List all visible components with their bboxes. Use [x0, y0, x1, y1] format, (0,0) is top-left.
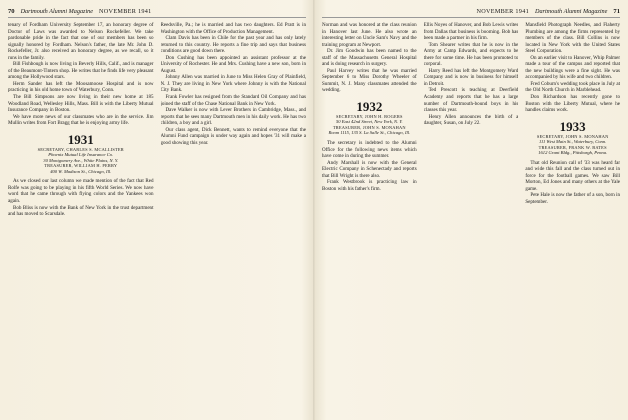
left-column-1 — [8, 22, 154, 412]
left-column-2 — [161, 22, 307, 412]
paragraph: Ellis Noyes of Hanover, and Bob Lewis writes from Dallas that business is booming. Bob has been made a partner in his firm. — [423, 22, 519, 42]
class-address: Phoenix Mutual Life Insurance Co. — [48, 152, 114, 158]
class-year: 1933 — [559, 118, 586, 134]
paragraph: Henry Allen announces the birth of a daughter, Susan, on July 22. — [423, 113, 519, 127]
paragraph: Paul Harvey writes that he was married September 6 to Miss Dorothy Wheeler of Summit, N. J. Many classmates attended the wedding. — [322, 67, 417, 94]
paragraph: Reedsville, Pa.; he is married and has two daughters. Ed Pratt is in Washington with the Office of Production Management. — [160, 22, 306, 35]
paragraph: Harry Reed has left the Montgomery Ward Company and is now in business for himself in Detroit. — [423, 67, 519, 87]
class-treasurer: TREASURER, JOHN S. MONAHAN — [332, 125, 406, 131]
paragraph: Bob Bliss is now with the Bank of New York in the trust department and has moved to Scarsdale. — [8, 204, 154, 218]
paragraph: Frank Fowler has resigned from the Standard Oil Company and has joined the staff of the Chase National Bank in New York. — [160, 94, 306, 107]
class-address: 50 East 42nd Street, New York, N. Y. — [335, 119, 403, 125]
publication-title: Dartmouth Alumni Magazine — [20, 8, 94, 15]
right-page — [322, 6, 620, 416]
paragraph: Dr. Jim Goodwin has been named to the staff of the Massachusetts General Hospital and is doing research in surgery. — [322, 48, 417, 68]
paragraph: Dave Walker is now with Lever Brothers in Cambridge, Mass., and reports that he sees many Dartmouth men in his daily work. He has two children, a boy and a girl. — [160, 107, 306, 127]
page-number: 71 — [613, 8, 620, 15]
paragraph: The secretary is indebted to the Alumni Office for the following news items which have come in during the summer. — [322, 140, 417, 160]
class-heading-1932 — [322, 100, 417, 136]
class-address: Room 1115, 135 S. La Salle St., Chicago, Ill. — [328, 130, 411, 136]
paragraph: Johnny Allen was married in June to Miss Helen Gray of Plainfield, N. J. They are living in New York where Johnny is with the National City Bank. — [160, 74, 306, 94]
paragraph: Don Richardson has recently gone to Boston with the Liberty Mutual, where he handles claims work. — [525, 94, 620, 114]
paragraph: Fred Coburn's wedding took place in July at the Old North Church in Marblehead. — [525, 80, 620, 94]
paragraph: Ted Prescott is teaching at Deerfield Academy and reports that he has a large number of Dartmouth-bound boys in his classes this year. — [423, 87, 519, 114]
running-head-right — [322, 6, 620, 18]
paragraph: Our class agent, Dick Bennett, wants to remind everyone that the Alumni Fund campaign is under way again and hopes '31 will make a good showing this year. — [160, 126, 306, 146]
right-column-1 — [322, 22, 417, 412]
page-number: 70 — [8, 8, 15, 15]
class-year: 1932 — [356, 99, 383, 115]
issue-date: NOVEMBER 1941 — [99, 8, 152, 15]
class-secretary: SECRETARY, JOHN H. ROGERS — [336, 114, 403, 120]
paragraph: Don Cushing has been appointed an assistant professor at the University of Rochester. He and Mrs. Cushing have a new son, born in August. — [160, 54, 306, 74]
paragraph: Frank Westbrook is practicing law in Boston with his father's firm. — [322, 179, 417, 192]
left-page — [8, 6, 306, 416]
running-head-left — [8, 6, 306, 18]
paragraph: Pete Hale is now the father of a son, born in September. — [525, 192, 620, 205]
right-column-2 — [424, 22, 519, 412]
class-address: 30 Montgomery Ave., White Plains, N. Y. — [43, 157, 119, 163]
paragraph: Norman and was honored at the class reunion in Hanover last June. He also wrote an interesting letter on Uncle Sam's Navy and the training program at Newport. — [322, 22, 417, 48]
paragraph: Herm Sander has left the Moosamoose Hospital and is now practicing in his old home town of Waterbury, Conn. — [8, 80, 154, 94]
class-secretary: SECRETARY, JOHN S. MONAHAN — [536, 133, 609, 139]
paragraph: Mansfield Photograph Needles, and Flaherty Plumbing are among the firms represented by members of the class. Bill Collins is now located in New York with the United States Steel Corporation. — [525, 22, 620, 55]
class-heading-1931 — [8, 133, 154, 175]
issue-date: NOVEMBER 1941 — [476, 8, 529, 15]
paragraph: As we closed our last column we made mention of the fact that Red Rolfe was going to be playing in his fifth World Series. We now have word that he came through with flying colors and the Yankees won again. — [8, 178, 154, 204]
class-treasurer: TREASURER, WILLIAM H. PERRY — [44, 163, 118, 169]
right-columns — [322, 22, 620, 412]
paragraph: Andy Marshall is now with the General Electric Company in Schenectady and reports that Bill Wright is there also. — [322, 159, 417, 179]
class-address: 111 West Main St., Waterbury, Conn. — [539, 139, 607, 145]
class-address: 1612 Grant Bldg., Pittsburgh, Penna. — [538, 150, 608, 156]
class-year: 1931 — [67, 131, 94, 147]
paragraph: That old Reunion call of '33 was heard far and wide this fall and the class turned out in force for the football games. We saw Bill Morton, Ed Jones and many others at the Yale game. — [525, 159, 620, 192]
class-heading-1933 — [525, 120, 620, 156]
paragraph: tenary of Fordham University September 17, an honorary degree of Doctor of Laws was awarded to Nelson Rockefeller. We take pardonable pride in the fact that one of our members has been so signally honored by Fordham. Nelson's father, the late Mr. John D. Rockefeller, Jr. also received an honorary degree, as we recall, so it runs in the family. — [8, 22, 154, 61]
paragraph: We have more news of our classmates who are in the service. Jim Mullin writes from Fort Bragg that he is enjoying army life. — [8, 113, 154, 127]
left-columns — [8, 22, 306, 412]
class-treasurer: TREASURER, FRANK W. BATES — [538, 144, 607, 150]
paragraph: On an earlier visit to Hanover, Whip Palmer made a tour of the campus and reported that the new buildings were a fine sight. He was accompanied by his wife and two children. — [525, 54, 620, 81]
paragraph: Tom Shearer writes that he is now in the Army at Camp Edwards, and expects to be there for some time. He has been promoted to corporal. — [423, 41, 519, 68]
right-column-3 — [525, 22, 620, 412]
paragraph: The Bill Simpsons are now living in their new home at 185 Woodland Road, Wellesley Hills, Mass. Bill is with the Liberty Mutual Insurance Company in Boston. — [8, 94, 154, 114]
page-gutter — [313, 0, 315, 420]
class-address: 400 W. Madison St., Chicago, Ill. — [50, 168, 112, 174]
class-secretary: SECRETARY, CHARLES S. MCALLISTER — [37, 146, 124, 152]
paragraph: Clam Davis has been in Chile for the past year and has only lately returned to this country. He reports a fine trip and says that business conditions are good down there. — [160, 35, 306, 55]
publication-title: Dartmouth Alumni Magazine — [534, 8, 608, 15]
paragraph: Bill Fishbough is now living in Beverly Hills, Calif., and is manager of the Beaumont-Tintern shop. He writes that he finds life very pleasant among the Hollywood stars. — [8, 61, 154, 81]
